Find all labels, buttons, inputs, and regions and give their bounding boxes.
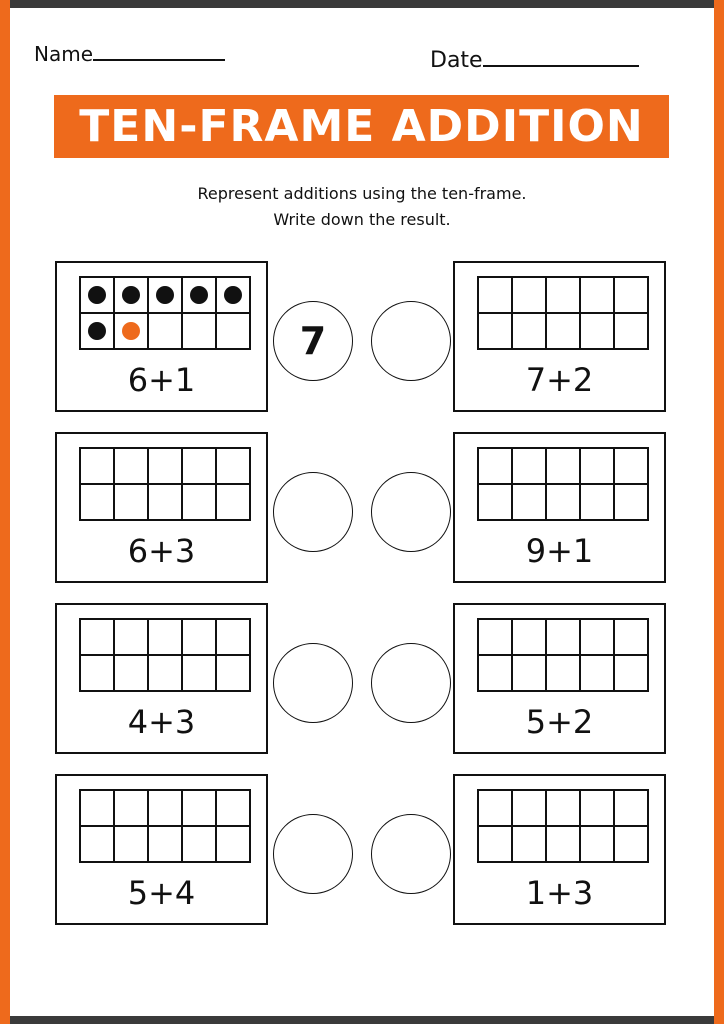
ten-frame-cell[interactable]: [614, 619, 648, 655]
ten-frame: [477, 447, 649, 521]
ten-frame-cell[interactable]: [580, 313, 614, 349]
ten-frame-cell[interactable]: [182, 826, 216, 862]
top-bar: [10, 0, 714, 8]
name-line[interactable]: [93, 59, 225, 61]
addition-expression: 6+3: [127, 532, 196, 570]
date-line[interactable]: [483, 65, 639, 67]
date-field[interactable]: [430, 48, 639, 73]
ten-frame-cell[interactable]: [182, 277, 216, 313]
instruction-line-1: Represent additions using the ten-frame.: [197, 184, 527, 203]
ten-frame-cell[interactable]: [80, 277, 114, 313]
ten-frame-cell[interactable]: [114, 277, 148, 313]
ten-frame-cell[interactable]: [546, 790, 580, 826]
ten-frame-cell[interactable]: [512, 790, 546, 826]
page-border-left: [0, 0, 10, 1024]
ten-frame-cell[interactable]: [80, 313, 114, 349]
ten-frame-cell[interactable]: [114, 313, 148, 349]
ten-frame-cell[interactable]: [614, 826, 648, 862]
problem-card: [55, 774, 268, 925]
addition-expression: 4+3: [127, 703, 196, 741]
ten-frame-cell[interactable]: [614, 655, 648, 691]
counter-dot-black: [122, 286, 140, 304]
addition-expression: 9+1: [525, 532, 594, 570]
ten-frame-cell[interactable]: [114, 790, 148, 826]
ten-frame-cell[interactable]: [580, 484, 614, 520]
ten-frame-cell[interactable]: [216, 619, 250, 655]
ten-frame-cell[interactable]: [216, 484, 250, 520]
ten-frame-cell[interactable]: [512, 313, 546, 349]
ten-frame-cell[interactable]: [580, 448, 614, 484]
ten-frame-cell[interactable]: [114, 448, 148, 484]
ten-frame-cell[interactable]: [546, 484, 580, 520]
problem-card: [453, 774, 666, 925]
answer-circle[interactable]: 7: [273, 301, 353, 381]
ten-frame-cell[interactable]: [580, 619, 614, 655]
ten-frame-cell[interactable]: [512, 619, 546, 655]
problem-card: [453, 432, 666, 583]
addition-expression: 5+4: [127, 874, 196, 912]
counter-dot-black: [88, 286, 106, 304]
ten-frame-cell[interactable]: [546, 655, 580, 691]
ten-frame-cell[interactable]: [80, 448, 114, 484]
date-label: Date: [430, 48, 483, 73]
ten-frame-cell[interactable]: [478, 655, 512, 691]
ten-frame-cell[interactable]: [512, 448, 546, 484]
ten-frame-cell[interactable]: [182, 313, 216, 349]
ten-frame-cell[interactable]: [182, 655, 216, 691]
ten-frame-cell[interactable]: [580, 655, 614, 691]
answer-circle[interactable]: [371, 301, 451, 381]
ten-frame-cell[interactable]: [182, 484, 216, 520]
ten-frame-cell[interactable]: [478, 619, 512, 655]
ten-frame: [477, 618, 649, 692]
ten-frame-cell[interactable]: [114, 655, 148, 691]
ten-frame-cell[interactable]: [546, 826, 580, 862]
ten-frame-cell[interactable]: [546, 313, 580, 349]
ten-frame-cell[interactable]: [216, 826, 250, 862]
ten-frame-cell[interactable]: [148, 655, 182, 691]
bottom-bar: [10, 1016, 714, 1024]
addition-expression: 7+2: [525, 361, 594, 399]
ten-frame: [79, 789, 251, 863]
page-border-right: [714, 0, 724, 1024]
ten-frame-cell[interactable]: [182, 790, 216, 826]
problem-card: [453, 261, 666, 412]
ten-frame-cell[interactable]: [614, 313, 648, 349]
instruction-line-2: Write down the result.: [273, 210, 451, 229]
counter-dot-orange: [122, 322, 140, 340]
ten-frame-cell[interactable]: [614, 790, 648, 826]
answer-circle[interactable]: [371, 472, 451, 552]
ten-frame-cell[interactable]: [580, 790, 614, 826]
problem-card: [453, 603, 666, 754]
ten-frame-cell[interactable]: [182, 448, 216, 484]
ten-frame-cell[interactable]: [512, 655, 546, 691]
answer-circle[interactable]: [371, 814, 451, 894]
addition-expression: 5+2: [525, 703, 594, 741]
ten-frame-cell[interactable]: [546, 619, 580, 655]
ten-frame-cell[interactable]: [148, 313, 182, 349]
ten-frame-cell[interactable]: [216, 655, 250, 691]
addition-expression: 1+3: [525, 874, 594, 912]
ten-frame-cell[interactable]: [512, 277, 546, 313]
ten-frame-cell[interactable]: [148, 484, 182, 520]
name-field[interactable]: [34, 42, 225, 66]
ten-frame-cell[interactable]: [546, 448, 580, 484]
ten-frame-cell[interactable]: [80, 826, 114, 862]
ten-frame-cell[interactable]: [478, 790, 512, 826]
ten-frame-cell[interactable]: [148, 790, 182, 826]
ten-frame-cell[interactable]: [80, 619, 114, 655]
problem-card: [55, 603, 268, 754]
ten-frame-cell[interactable]: [148, 277, 182, 313]
ten-frame-cell[interactable]: [216, 313, 250, 349]
worksheet-title: TEN-FRAME ADDITION: [54, 95, 669, 158]
ten-frame-cell[interactable]: [80, 655, 114, 691]
ten-frame-cell[interactable]: [580, 277, 614, 313]
ten-frame-cell[interactable]: [614, 277, 648, 313]
ten-frame-cell[interactable]: [216, 277, 250, 313]
ten-frame-cell[interactable]: [148, 448, 182, 484]
ten-frame-cell[interactable]: [114, 619, 148, 655]
ten-frame-cell[interactable]: [478, 484, 512, 520]
answer-circle[interactable]: [273, 643, 353, 723]
ten-frame-cell[interactable]: [80, 484, 114, 520]
ten-frame-cell[interactable]: [478, 277, 512, 313]
counter-dot-black: [88, 322, 106, 340]
ten-frame-cell[interactable]: [614, 484, 648, 520]
ten-frame-cell[interactable]: [216, 448, 250, 484]
ten-frame-cell[interactable]: [114, 484, 148, 520]
ten-frame-cell[interactable]: [478, 448, 512, 484]
ten-frame: [79, 618, 251, 692]
ten-frame-cell[interactable]: [614, 448, 648, 484]
ten-frame-cell[interactable]: [148, 826, 182, 862]
counter-dot-black: [224, 286, 242, 304]
answer-circle[interactable]: [273, 814, 353, 894]
ten-frame-cell[interactable]: [546, 277, 580, 313]
ten-frame: [79, 447, 251, 521]
ten-frame-cell[interactable]: [216, 790, 250, 826]
ten-frame: [477, 789, 649, 863]
ten-frame: [79, 276, 251, 350]
ten-frame-cell[interactable]: [148, 619, 182, 655]
ten-frame: [477, 276, 649, 350]
counter-dot-black: [156, 286, 174, 304]
ten-frame-cell[interactable]: [478, 826, 512, 862]
ten-frame-cell[interactable]: [478, 313, 512, 349]
problem-card: [55, 261, 268, 412]
counter-dot-black: [190, 286, 208, 304]
addition-expression: 6+1: [127, 361, 196, 399]
name-label: Name: [34, 42, 94, 66]
ten-frame-cell[interactable]: [182, 619, 216, 655]
answer-circle[interactable]: [371, 643, 451, 723]
ten-frame-cell[interactable]: [512, 484, 546, 520]
ten-frame-cell[interactable]: [80, 790, 114, 826]
ten-frame-cell[interactable]: [580, 826, 614, 862]
ten-frame-cell[interactable]: [114, 826, 148, 862]
answer-circle[interactable]: [273, 472, 353, 552]
ten-frame-cell[interactable]: [512, 826, 546, 862]
problem-card: [55, 432, 268, 583]
